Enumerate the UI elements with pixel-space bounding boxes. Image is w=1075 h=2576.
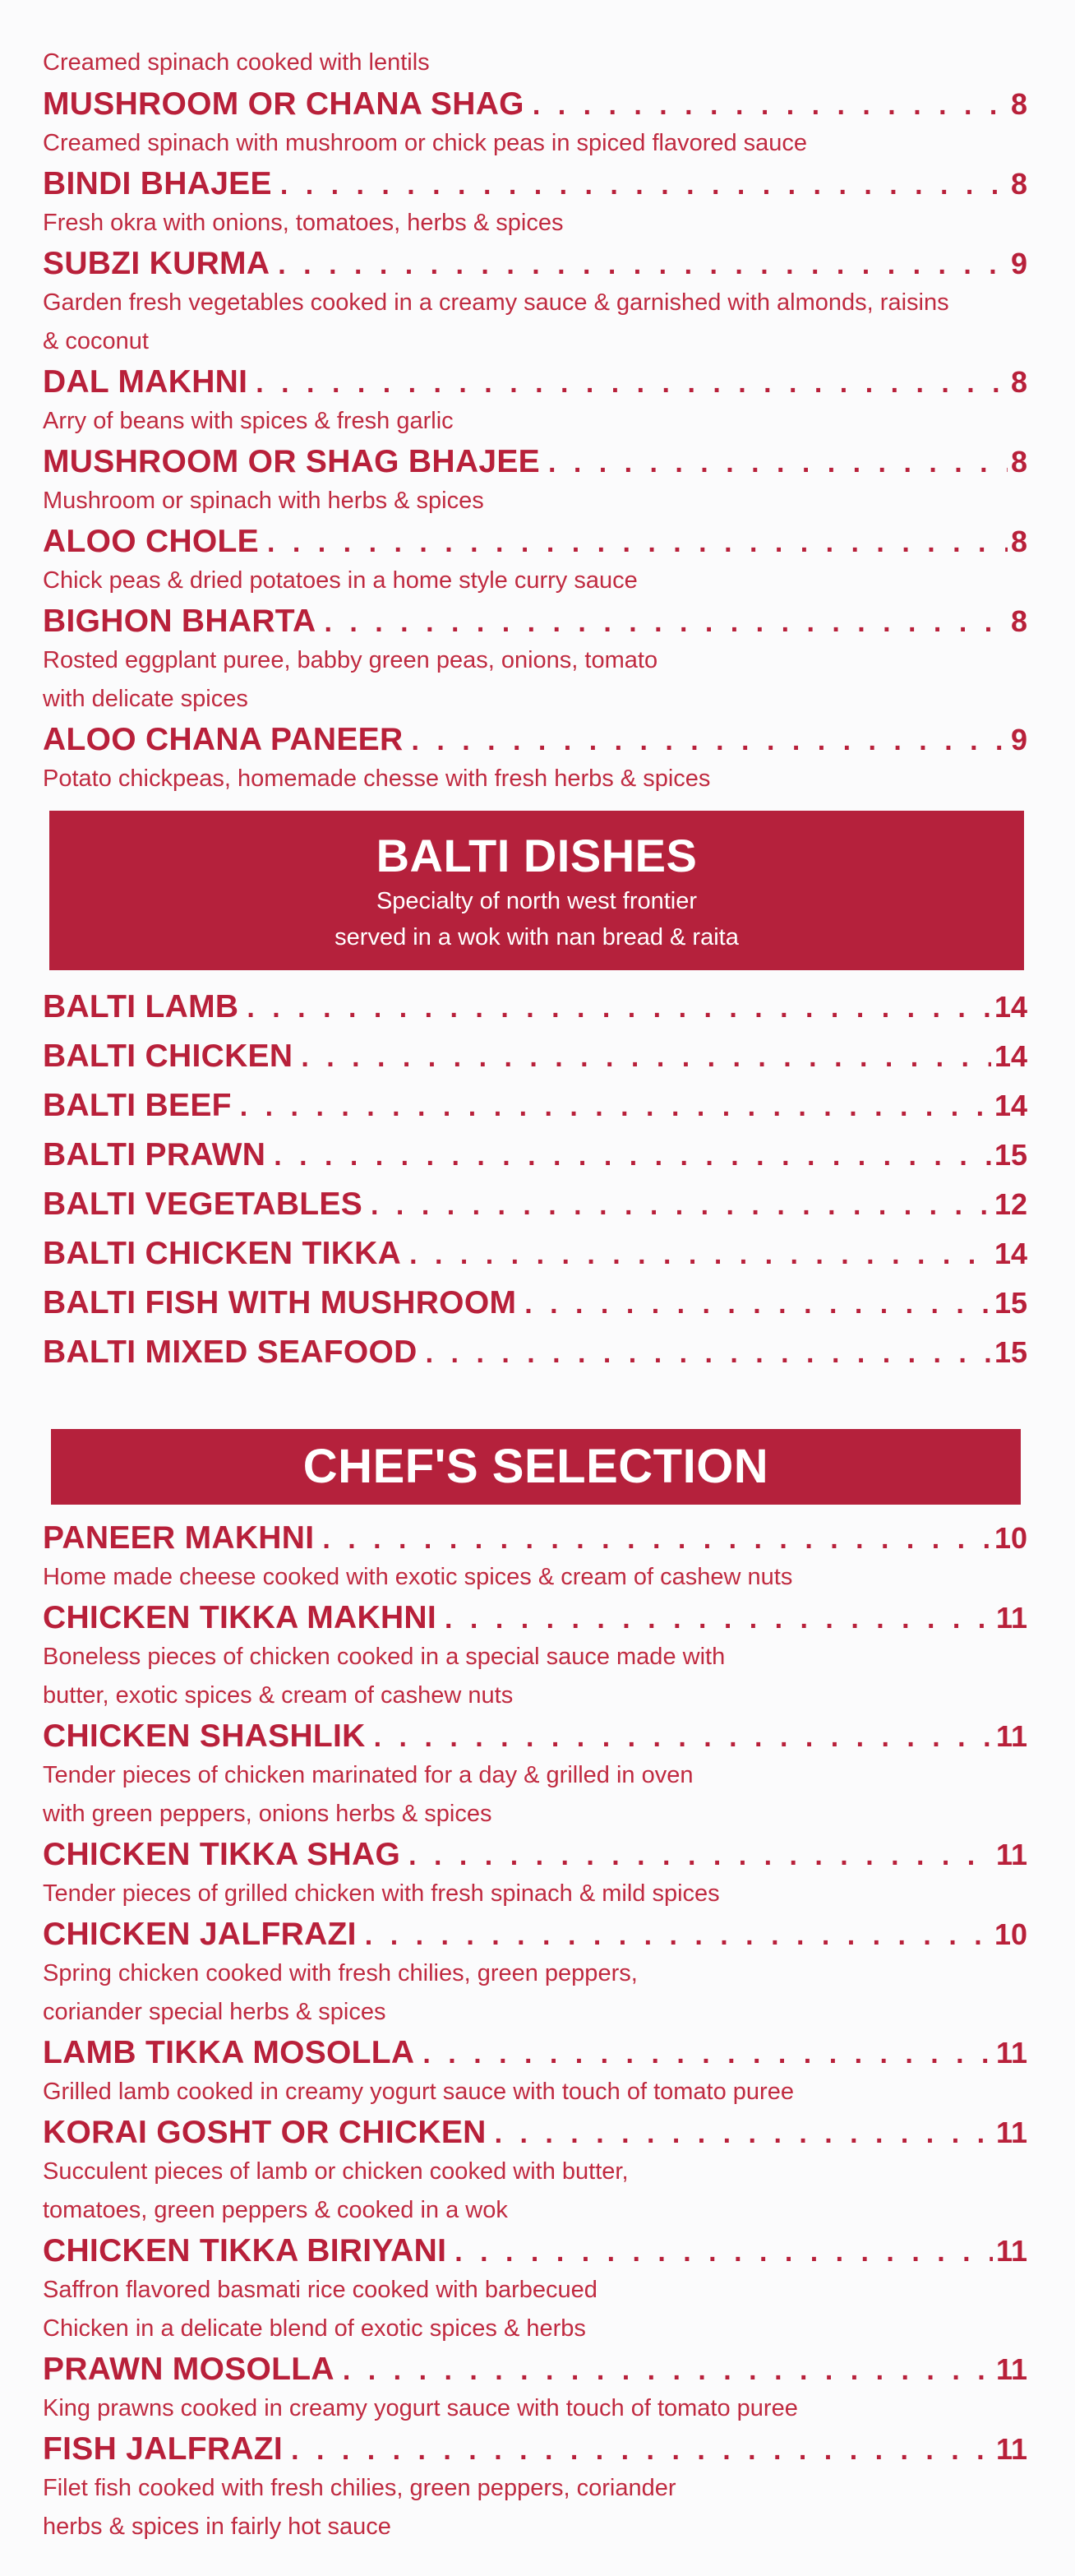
- menu-item-row: [43, 1180, 1027, 1229]
- menu-item: [43, 1834, 1027, 1914]
- dish-description: Creamed spinach with mushroom or chick peas in spiced flavored sauce: [43, 130, 808, 156]
- menu-item-row: [43, 243, 1027, 284]
- dish-name: DAL MAKHNI: [43, 364, 248, 400]
- dot-leader: [247, 983, 991, 1032]
- menu-item: [43, 164, 1027, 243]
- menu-item: [43, 521, 1027, 601]
- menu-item-row: [43, 1032, 1027, 1081]
- dish-name: SUBZI KURMA: [43, 246, 270, 281]
- dish-price: 14: [994, 1089, 1027, 1122]
- dish-price: 10: [994, 1917, 1027, 1951]
- dish-name: ALOO CHOLE: [43, 524, 259, 559]
- dish-price: 9: [1010, 723, 1027, 756]
- dish-description: herbs & spices in fairly hot sauce: [43, 2514, 391, 2540]
- dish-price: 15: [994, 1138, 1027, 1172]
- dish-name: MUSHROOM OR CHANA SHAG: [43, 86, 524, 122]
- dish-description: Home made cheese cooked with exotic spices & cream of cashew nuts: [43, 1564, 793, 1590]
- dish-description: Chick peas & dried potatoes in a home style curry sauce: [43, 567, 638, 594]
- dot-leader: [445, 1598, 993, 1639]
- menu-item-row: [43, 1229, 1027, 1279]
- dish-description: Garden fresh vegetables cooked in a creamy sauce & garnished with almonds, raisins: [43, 289, 949, 316]
- dot-leader: [325, 602, 1008, 642]
- dish-price: 11: [995, 2036, 1027, 2070]
- dot-leader: [533, 85, 1008, 125]
- menu-item: [43, 983, 1027, 1032]
- menu-item-row: [43, 1716, 1027, 1757]
- dot-leader: [422, 2033, 993, 2074]
- balti-dishes-banner: [49, 811, 1024, 970]
- menu-item: [43, 362, 1027, 442]
- dish-price: 9: [1010, 247, 1027, 280]
- menu-item: [43, 2349, 1027, 2429]
- chefs-selection-title: CHEF'S SELECTION: [302, 1440, 769, 1493]
- dish-name: FISH JALFRAZI: [43, 2431, 284, 2467]
- dish-price: 8: [1010, 525, 1027, 558]
- dot-leader: [301, 1033, 991, 1081]
- dish-description: tomatoes, green peppers & cooked in a wok: [43, 2197, 508, 2223]
- menu-item: [43, 1279, 1027, 1328]
- menu-item: [43, 1914, 1027, 2033]
- menu-item-row: [43, 1914, 1027, 1955]
- lead-description-item: [43, 43, 1027, 84]
- dish-description: butter, exotic spices & cream of cashew nuts: [43, 1682, 514, 1709]
- menu-item-row: [43, 983, 1027, 1032]
- menu-item-row: [43, 601, 1027, 642]
- dot-leader: [267, 522, 1008, 562]
- dot-leader: [374, 1717, 993, 1757]
- dish-description: Spring chicken cooked with fresh chilies, green peppers,: [43, 1960, 638, 1986]
- dot-leader: [409, 1230, 991, 1279]
- dot-leader: [426, 1329, 991, 1377]
- menu-item: [43, 1518, 1027, 1598]
- menu-item: [43, 1328, 1027, 1377]
- dot-leader: [454, 2231, 993, 2272]
- dish-price: 8: [1010, 87, 1027, 121]
- dot-leader: [495, 2113, 993, 2153]
- menu-item: [43, 1081, 1027, 1131]
- menu-item: [43, 2231, 1027, 2349]
- dish-price: 14: [994, 990, 1027, 1024]
- dish-name: CHICKEN TIKKA MAKHNI: [43, 1600, 437, 1635]
- menu-item-row: [43, 719, 1027, 761]
- dish-description: Tender pieces of grilled chicken with fresh spinach & mild spices: [43, 1880, 720, 1907]
- menu-item: [43, 1180, 1027, 1229]
- dish-description: Fresh okra with onions, tomatoes, herbs & spices: [43, 210, 564, 236]
- balti-dishes-list: [0, 983, 1075, 1377]
- menu-item-row: [43, 2429, 1027, 2470]
- dish-name: PANEER MAKHNI: [43, 1520, 315, 1556]
- menu-item-row: [43, 1131, 1027, 1180]
- dish-description: coriander special herbs & spices: [43, 1999, 386, 2025]
- dish-name: BALTI MIXED SEAFOOD: [43, 1334, 418, 1370]
- menu-item-row: [43, 1081, 1027, 1131]
- dish-name: CHICKEN TIKKA SHAG: [43, 1837, 401, 1872]
- menu-item: [43, 1598, 1027, 1716]
- dish-name: BINDI BHAJEE: [43, 166, 272, 201]
- dish-description: Filet fish cooked with fresh chilies, green peppers, coriander: [43, 2475, 676, 2501]
- dish-price: 11: [995, 2352, 1027, 2386]
- dish-price: 8: [1010, 365, 1027, 399]
- menu-item-row: [43, 2231, 1027, 2272]
- menu-item-row: [43, 2349, 1027, 2390]
- dish-price: 8: [1010, 604, 1027, 638]
- menu-item: [43, 84, 1027, 164]
- dish-price: 11: [995, 2116, 1027, 2149]
- dish-price: 11: [995, 1601, 1027, 1635]
- dot-leader: [365, 1915, 991, 1955]
- dot-leader: [280, 164, 1008, 205]
- dot-leader: [291, 2430, 993, 2470]
- dish-name: CHICKEN SHASHLIK: [43, 1718, 366, 1754]
- dish-name: BALTI CHICKEN: [43, 1038, 293, 1074]
- dish-name: BALTI PRAWN: [43, 1137, 266, 1172]
- dish-description: Grilled lamb cooked in creamy yogurt sauce with touch of tomato puree: [43, 2079, 794, 2105]
- dish-description: Arry of beans with spices & fresh garlic: [43, 408, 454, 434]
- menu-item-row: [43, 1328, 1027, 1377]
- dish-description: Tender pieces of chicken marinated for a day & grilled in oven: [43, 1762, 694, 1788]
- dish-description: Rosted eggplant puree, babby green peas, onions, tomato: [43, 647, 658, 673]
- dish-description: Potato chickpeas, homemade chesse with fresh herbs & spices: [43, 765, 711, 792]
- menu-item-row: [43, 1279, 1027, 1328]
- chefs-selection-banner: [51, 1429, 1021, 1505]
- dot-leader: [256, 363, 1008, 403]
- dish-description: Succulent pieces of lamb or chicken cooked with butter,: [43, 2158, 629, 2185]
- menu-item-row: [43, 1598, 1027, 1639]
- dish-price: 15: [994, 1286, 1027, 1320]
- menu-item: [43, 1716, 1027, 1834]
- menu-item: [43, 2429, 1027, 2547]
- dish-name: CHICKEN JALFRAZI: [43, 1917, 357, 1952]
- dish-name: BALTI CHICKEN TIKKA: [43, 1236, 402, 1271]
- dot-leader: [278, 244, 1008, 284]
- dish-description: King prawns cooked in creamy yogurt sauce with touch of tomato puree: [43, 2395, 798, 2421]
- dot-leader: [408, 1835, 993, 1875]
- dish-price: 11: [995, 2234, 1027, 2268]
- menu-item: [43, 243, 1027, 362]
- menu-item: [43, 1032, 1027, 1081]
- dot-leader: [274, 1131, 991, 1180]
- dish-price: 11: [995, 1838, 1027, 1871]
- menu-item-row: [43, 362, 1027, 403]
- menu-item-row: [43, 521, 1027, 562]
- dish-description: Saffron flavored basmati rice cooked with barbecued: [43, 2277, 597, 2303]
- dish-description: Mushroom or spinach with herbs & spices: [43, 488, 484, 514]
- dish-description: with green peppers, onions herbs & spices: [43, 1801, 492, 1827]
- menu-item-row: [43, 442, 1027, 483]
- dish-name: BALTI LAMB: [43, 989, 239, 1024]
- chefs-selection-list: [0, 1518, 1075, 2547]
- menu-item-row: [43, 2112, 1027, 2153]
- dish-price: 11: [995, 2432, 1027, 2466]
- menu-item: [43, 601, 1027, 719]
- dish-name: BALTI FISH WITH MUSHROOM: [43, 1285, 517, 1320]
- dish-name: CHICKEN TIKKA BIRIYANI: [43, 2233, 447, 2268]
- vegetable-dishes-section: [0, 43, 1075, 799]
- dish-description: with delicate spices: [43, 686, 248, 712]
- dish-name: PRAWN MOSOLLA: [43, 2352, 334, 2387]
- dish-name: BALTI VEGETABLES: [43, 1186, 363, 1222]
- menu-item-row: [43, 164, 1027, 205]
- dot-leader: [411, 720, 1008, 761]
- dot-leader: [240, 1082, 991, 1131]
- menu-item: [43, 442, 1027, 521]
- lead-description: Creamed spinach cooked with lentils: [43, 49, 430, 76]
- dish-price: 8: [1010, 445, 1027, 479]
- dish-name: LAMB TIKKA MOSOLLA: [43, 2035, 415, 2070]
- dot-leader: [322, 1519, 991, 1559]
- menu-item: [43, 2033, 1027, 2112]
- dish-price: 12: [994, 1187, 1027, 1221]
- dot-leader: [524, 1279, 991, 1328]
- dish-name: BALTI BEEF: [43, 1088, 232, 1123]
- dish-name: BIGHON BHARTA: [43, 604, 316, 639]
- dish-name: ALOO CHANA PANEER: [43, 722, 404, 757]
- menu-item: [43, 1131, 1027, 1180]
- dish-price: 15: [994, 1335, 1027, 1369]
- dish-description: Chicken in a delicate blend of exotic spices & herbs: [43, 2315, 586, 2342]
- menu-item-row: [43, 84, 1027, 125]
- dish-price: 8: [1010, 167, 1027, 201]
- menu-item: [43, 1229, 1027, 1279]
- dish-description: Boneless pieces of chicken cooked in a special sauce made with: [43, 1644, 726, 1670]
- dish-name: KORAI GOSHT OR CHICKEN: [43, 2115, 487, 2150]
- dot-leader: [371, 1181, 991, 1229]
- dot-leader: [343, 2350, 993, 2390]
- dish-name: MUSHROOM OR SHAG BHAJEE: [43, 444, 540, 479]
- menu-item-row: [43, 1834, 1027, 1875]
- menu-item-row: [43, 2033, 1027, 2074]
- balti-subtitle-2: served in a wok with nan bread & raita: [334, 924, 739, 950]
- dish-price: 14: [994, 1039, 1027, 1073]
- dish-price: 14: [994, 1237, 1027, 1270]
- menu-item-row: [43, 1518, 1027, 1559]
- dish-price: 10: [994, 1521, 1027, 1555]
- dish-description: & coconut: [43, 328, 149, 354]
- balti-subtitle-1: Specialty of north west frontier: [376, 888, 698, 914]
- dish-price: 11: [995, 1719, 1027, 1753]
- menu-item: [43, 719, 1027, 799]
- menu-item: [43, 2112, 1027, 2231]
- dot-leader: [548, 442, 1008, 483]
- balti-dishes-title: BALTI DISHES: [376, 830, 698, 881]
